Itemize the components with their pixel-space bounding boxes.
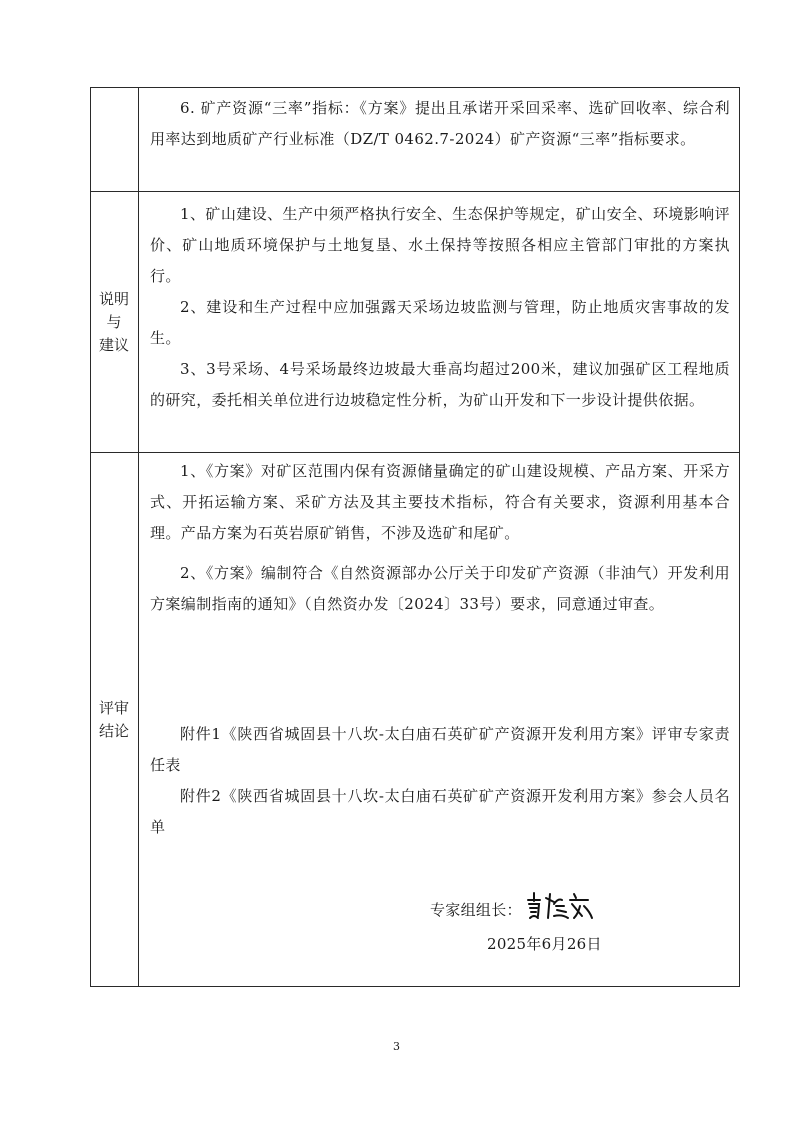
conclusion-content — [150, 456, 730, 620]
notes-label: 说明 与 建议 — [98, 289, 129, 354]
table-top-border — [90, 87, 740, 88]
signing-date: 2025年6月26日 — [487, 935, 602, 953]
attachment-1: 附件1《陕西省城固县十八坎-太白庙石英矿矿产资源开发利用方案》评审专家责任表 — [150, 725, 730, 774]
signature-icon — [524, 888, 596, 922]
table-right-border — [739, 87, 740, 987]
signer-line — [430, 888, 596, 933]
notes-content — [150, 199, 730, 416]
criteria-content — [150, 93, 730, 155]
table-column-divider — [138, 87, 139, 987]
attachment-2: 附件2《陕西省城固县十八坎-太白庙石英矿矿产资源开发利用方案》参会人员名单 — [150, 787, 730, 836]
row-divider-2 — [90, 452, 740, 453]
row-divider-1 — [90, 191, 740, 192]
conclusion-label-cell — [90, 453, 138, 986]
handwritten-signature — [524, 888, 596, 933]
page-number: 3 — [393, 1040, 400, 1053]
notes-paragraph-3: 3、3号采场、4号采场最终边坡最大垂高均超过200米，建议加强矿区工程地质的研究，委托相关单位进行边坡稳定性分析，为矿山开发和下一步设计提供依据。 — [150, 360, 730, 409]
criteria-paragraph: 6. 矿产资源“三率”指标：《方案》提出且承诺开采回采率、选矿回收率、综合利用率达到地质矿产行业标准（DZ/T 0462.7-2024）矿产资源“三率”指标要求。 — [150, 99, 730, 148]
conclusion-label: 评审 结论 — [98, 698, 129, 740]
signer-label: 专家组组长： — [430, 901, 522, 919]
notes-paragraph-2: 2、建设和生产过程中应加强露天采场边坡监测与管理，防止地质灾害事故的发生。 — [150, 298, 730, 347]
table-bottom-border — [90, 986, 740, 987]
conclusion-paragraph-1: 1、《方案》对矿区范围内保有资源储量确定的矿山建设规模、产品方案、开采方式、开拓运输方案、采矿方法及其主要技术指标，符合有关要求，资源利用基本合理。产品方案为石英岩原矿销售，不涉及选矿和尾矿。 — [150, 462, 730, 542]
attachments-list — [150, 719, 730, 843]
notes-paragraph-1: 1、矿山建设、生产中须严格执行安全、生态保护等规定，矿山安全、环境影响评价、矿山地质环境保护与土地复垦、水土保持等按照各相应主管部门审批的方案执行。 — [150, 205, 730, 285]
conclusion-paragraph-2: 2、《方案》编制符合《自然资源部办公厅关于印发矿产资源（非油气）开发利用方案编制指南的通知》（自然资办发〔2024〕33号）要求，同意通过审查。 — [150, 564, 730, 613]
notes-label-cell — [90, 192, 138, 452]
